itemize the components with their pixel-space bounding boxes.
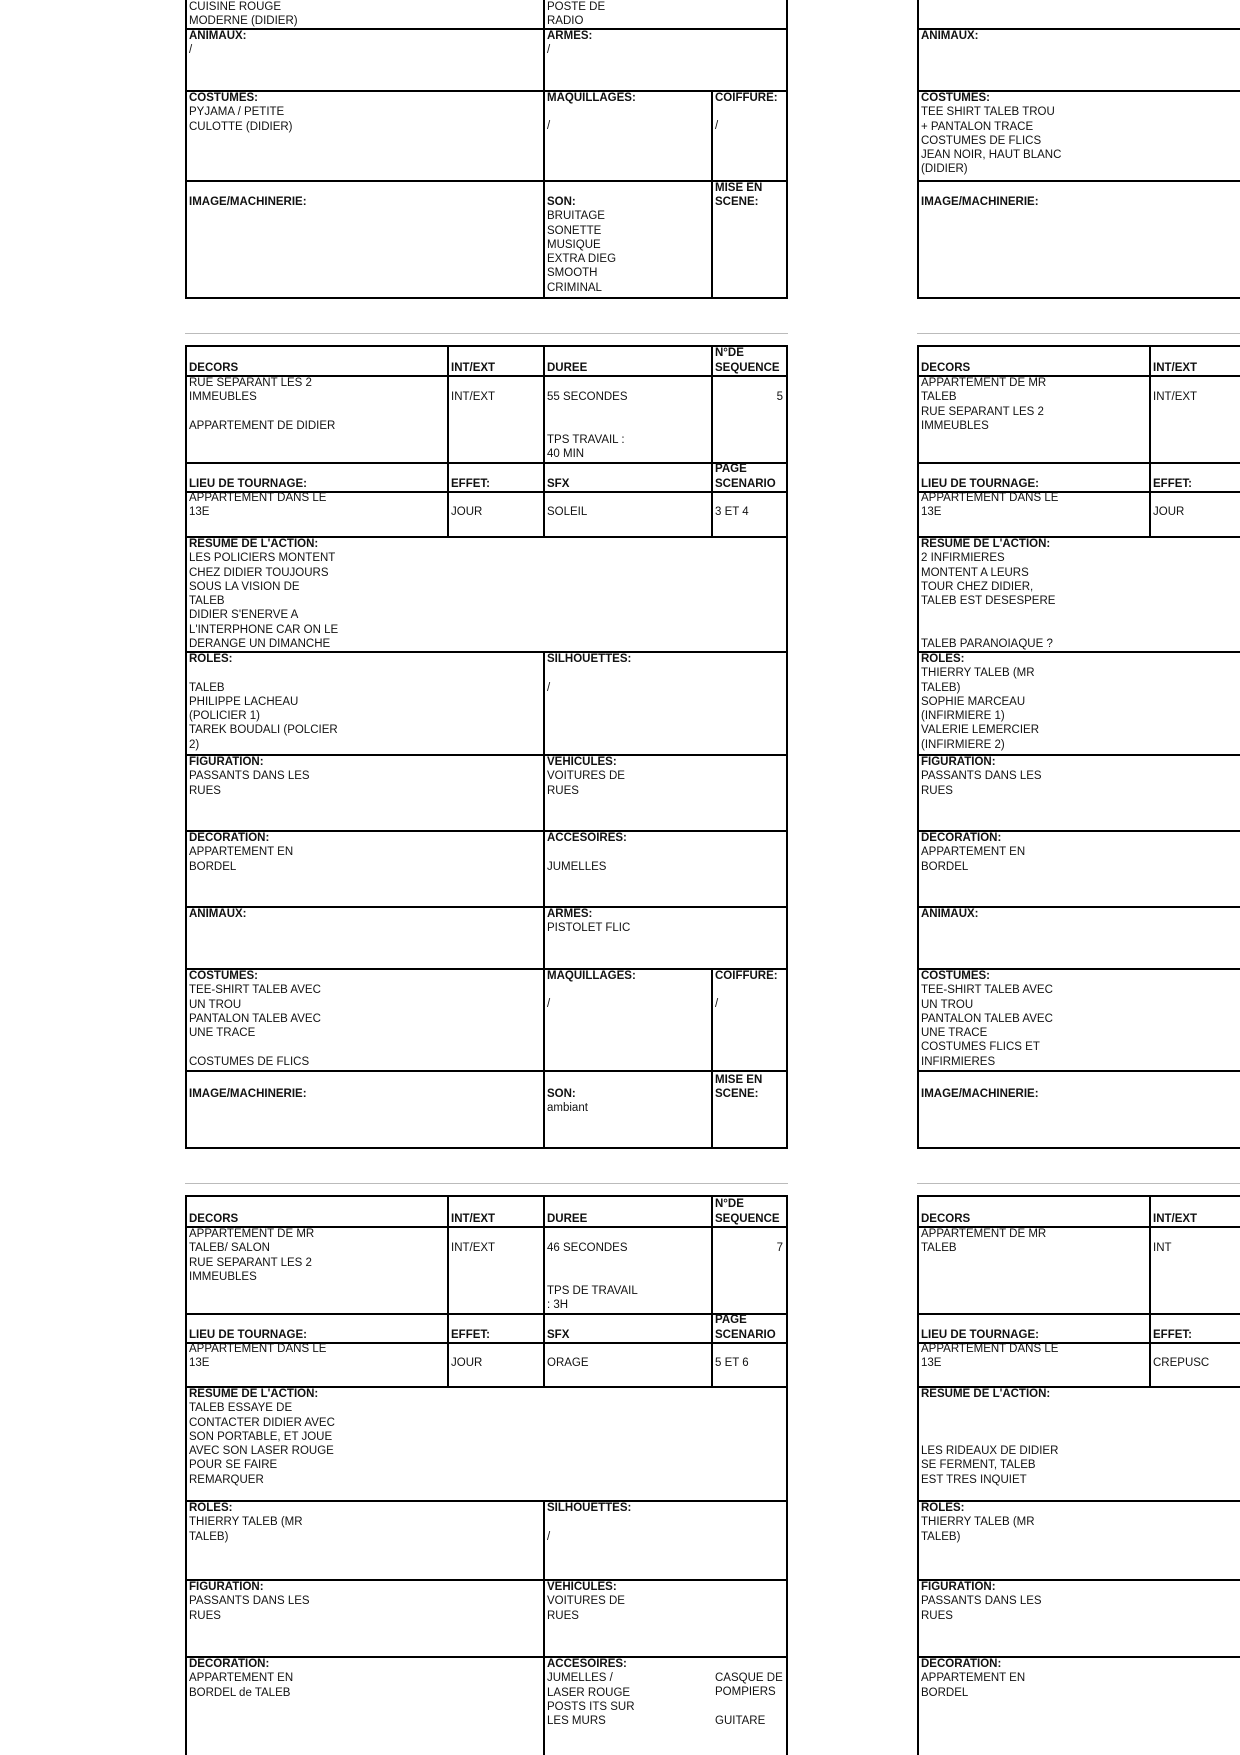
sequence-number-header: N°DE SEQUENCE bbox=[715, 1198, 780, 1225]
coiffure-value: / bbox=[715, 998, 719, 1011]
animaux-label: ANIMAUX: bbox=[189, 30, 247, 42]
image-machinerie-label: IMAGE/MACHINERIE: bbox=[921, 1088, 1039, 1100]
costumes-value: TEE-SHIRT TALEB AVEC UN TROU PANTALON TALEB AVEC UNE TRACE COSTUMES DE FLICS bbox=[189, 984, 321, 1068]
resume-action-value: LES RIDEAUX DE DIDIER SE FERMENT, TALEB EST TRES INQUIET bbox=[921, 1445, 1059, 1486]
animaux-cell bbox=[187, 907, 541, 968]
sfx-header: SFX bbox=[547, 477, 570, 490]
image-machinerie-label: IMAGE/MACHINERIE: bbox=[189, 1088, 307, 1100]
lieu-tournage-value: APPARTEMENT DANS LE 13E bbox=[189, 1343, 327, 1370]
duree-value: 55 SECONDES bbox=[547, 391, 628, 403]
decoration-value: APPARTEMENT EN BORDEL bbox=[921, 1672, 1026, 1699]
accessoires-cell bbox=[545, 1657, 710, 1755]
costumes-label: COSTUMES: bbox=[189, 92, 258, 104]
coiffure-label: COIFFURE: bbox=[715, 92, 778, 104]
accessoires-value: JUMELLES / LASER ROUGE POSTS ITS SUR LES MURS bbox=[547, 1672, 635, 1728]
decoration-value: APPARTEMENT EN BORDEL de TALEB bbox=[189, 1672, 294, 1699]
roles-cell bbox=[187, 652, 541, 754]
sequence-number-value: 7 bbox=[776, 1242, 783, 1254]
costumes-cell bbox=[187, 969, 541, 1070]
figuration-label: FIGURATION: bbox=[189, 756, 264, 768]
roles-cell bbox=[187, 1501, 541, 1579]
mise-en-scene-cell bbox=[713, 1073, 785, 1113]
decors-header: DECORS bbox=[921, 1212, 971, 1225]
lieu-tournage-value: APPARTEMENT DANS LE 13E bbox=[189, 492, 327, 519]
lieu-tournage-header: LIEU DE TOURNAGE: bbox=[189, 477, 307, 490]
costumes-value: PYJAMA / PETITE CULOTTE (DIDIER) bbox=[189, 106, 293, 133]
duree-header: DUREE bbox=[547, 1212, 588, 1225]
coiffure-label: COIFFURE: bbox=[715, 970, 778, 982]
effet-value: JOUR bbox=[1153, 506, 1185, 518]
accessoires-value: JUMELLES bbox=[547, 860, 607, 873]
int-ext-value: INT/EXT bbox=[451, 391, 496, 403]
armes-label: ARMES: bbox=[547, 908, 593, 920]
resume-action-cell bbox=[187, 537, 784, 651]
figuration-cell bbox=[919, 755, 1237, 830]
roles-value: THIERRY TALEB (MR TALEB) bbox=[921, 1516, 1035, 1543]
costumes-value: TEE SHIRT TALEB TROU + PANTALON TRACE COSTUMES DE FLICS JEAN NOIR, HAUT BLANC (DIDIER) bbox=[921, 106, 1062, 176]
silhouettes-cell bbox=[545, 1501, 785, 1579]
effet-header: EFFET: bbox=[1153, 1328, 1192, 1341]
son-cell bbox=[545, 1087, 710, 1147]
silhouettes-cell bbox=[545, 652, 785, 754]
resume-action-label: RESUME DE L'ACTION: bbox=[189, 1388, 319, 1400]
effet-header: EFFET: bbox=[451, 477, 490, 490]
resume-action-cell bbox=[919, 1387, 1237, 1500]
coiffure-cell bbox=[713, 91, 785, 179]
costumes-label: COSTUMES: bbox=[921, 970, 990, 982]
image-machinerie-cell bbox=[187, 1087, 541, 1147]
maquillages-cell bbox=[545, 969, 710, 1070]
silhouettes-label: SILHOUETTES: bbox=[547, 1502, 632, 1514]
accessoires-label: ACCESOIRES: bbox=[547, 832, 627, 844]
sequence-number-value: 5 bbox=[776, 391, 783, 403]
decors-header: DECORS bbox=[921, 361, 971, 374]
armes-label: ARMES: bbox=[547, 30, 593, 42]
effet-header: EFFET: bbox=[1153, 477, 1192, 490]
sfx-value: ORAGE bbox=[547, 1357, 589, 1369]
int-ext-header: INT/EXT bbox=[451, 1212, 496, 1225]
decors-value: APPARTEMENT DE MR TALEB bbox=[921, 1228, 1047, 1255]
int-ext-value: INT bbox=[1153, 1242, 1172, 1254]
vehicules-cell bbox=[545, 755, 785, 830]
decoration-value: APPARTEMENT EN BORDEL bbox=[189, 846, 294, 873]
decors-value: RUE SEPARANT LES 2 IMMEUBLES APPARTEMENT DE DIDIER bbox=[189, 377, 336, 432]
roles-value: THIERRY TALEB (MR TALEB) SOPHIE MARCEAU (INFIRMIERE 1) VALERIE LEMERCIER (INFIRMIERE 2) bbox=[921, 667, 1040, 751]
temps-travail-value: TPS DE TRAVAIL : 3H bbox=[547, 1285, 638, 1312]
resume-action-label: RESUME DE L'ACTION: bbox=[921, 538, 1051, 550]
duree-header: DUREE bbox=[547, 361, 588, 374]
decoration-cell bbox=[919, 831, 1237, 906]
decors-header: DECORS bbox=[189, 361, 239, 374]
son-value: BRUITAGE SONETTE MUSIQUE EXTRA DIEG SMOOTH CRIMINAL bbox=[547, 210, 617, 294]
image-machinerie-cell bbox=[187, 195, 541, 295]
son-cell bbox=[545, 195, 710, 297]
costumes-cell bbox=[919, 91, 1219, 179]
lieu-tournage-header: LIEU DE TOURNAGE: bbox=[189, 1328, 307, 1341]
decoration-label: DECORATION: bbox=[189, 832, 270, 844]
decoration-label: DECORATION: bbox=[189, 1658, 270, 1670]
sequence-number-header: N°DE SEQUENCE bbox=[715, 347, 780, 374]
roles-label: ROLES: bbox=[189, 1502, 233, 1514]
coiffure-cell bbox=[713, 969, 785, 1070]
armes-cell bbox=[545, 29, 785, 89]
silhouettes-value: / bbox=[547, 1530, 551, 1543]
son-value: ambiant bbox=[547, 1102, 588, 1115]
lieu-tournage-header: LIEU DE TOURNAGE: bbox=[921, 1328, 1039, 1341]
maquillages-value: / bbox=[547, 120, 551, 133]
decors-header: DECORS bbox=[189, 1212, 239, 1225]
animaux-cell bbox=[919, 29, 1219, 89]
figuration-value: PASSANTS DANS LES RUES bbox=[921, 1595, 1042, 1622]
resume-action-cell bbox=[187, 1387, 784, 1500]
animaux-label: ANIMAUX: bbox=[921, 30, 979, 42]
animaux-label: ANIMAUX: bbox=[921, 908, 979, 920]
int-ext-value: INT/EXT bbox=[451, 1242, 496, 1254]
image-machinerie-cell bbox=[919, 1087, 1237, 1147]
coiffure-value: / bbox=[715, 120, 719, 133]
mise-en-scene-label: MISE EN SCENE: bbox=[715, 182, 763, 209]
image-machinerie-label: IMAGE/MACHINERIE: bbox=[921, 196, 1039, 208]
vehicules-label: VEHICULES: bbox=[547, 1581, 617, 1593]
roles-label: ROLES: bbox=[921, 653, 965, 665]
figuration-cell bbox=[187, 755, 541, 830]
costumes-cell bbox=[919, 969, 1237, 1070]
decoration-cell bbox=[187, 831, 541, 906]
resume-action-label: RESUME DE L'ACTION: bbox=[921, 1388, 1051, 1400]
mise-en-scene-label: MISE EN SCENE: bbox=[715, 1074, 763, 1101]
animaux-cell bbox=[187, 29, 541, 89]
vehicules-cell bbox=[545, 1580, 785, 1656]
armes-cell bbox=[545, 907, 785, 968]
armes-value: / bbox=[547, 44, 551, 57]
int-ext-value: INT/EXT bbox=[1153, 391, 1198, 403]
temps-travail-value: TPS TRAVAIL : 40 MIN bbox=[547, 434, 625, 461]
accessoires-label: ACCESOIRES: bbox=[547, 1658, 627, 1670]
roles-label: ROLES: bbox=[189, 653, 233, 665]
son-label: SON: bbox=[547, 1088, 576, 1100]
roles-value: THIERRY TALEB (MR TALEB) bbox=[189, 1516, 303, 1543]
son-label: SON: bbox=[547, 196, 576, 208]
costumes-label: COSTUMES: bbox=[921, 92, 990, 104]
vehicules-value: VOITURES DE RUES bbox=[547, 770, 625, 797]
roles-cell bbox=[919, 1501, 1237, 1579]
maquillages-label: MAQUILLAGES: bbox=[547, 970, 636, 982]
sfx-value: SOLEIL bbox=[547, 506, 588, 518]
page-scenario-header: PAGE SCENARIO bbox=[715, 463, 776, 490]
silhouettes-label: SILHOUETTES: bbox=[547, 653, 632, 665]
roles-value: TALEB PHILIPPE LACHEAU (POLICIER 1) TAREK BOUDALI (POLCIER 2) bbox=[189, 681, 338, 751]
costumes-cell bbox=[187, 91, 541, 179]
lieu-tournage-header: LIEU DE TOURNAGE: bbox=[921, 477, 1039, 490]
page-scenario-value: 3 ET 4 bbox=[715, 506, 749, 518]
costumes-label: COSTUMES: bbox=[189, 970, 258, 982]
accessoires-extra-value: CASQUE DE POMPIERS GUITARE bbox=[715, 1672, 783, 1727]
lieu-tournage-value: APPARTEMENT DANS LE 13E bbox=[921, 1343, 1059, 1370]
resume-action-value: TALEB ESSAYE DE CONTACTER DIDIER AVEC SON PORTABLE, ET JOUE AVEC SON LASER ROUGE POUR SE FAIRE REMARQUER bbox=[189, 1402, 335, 1486]
decoration-value: APPARTEMENT EN BORDEL bbox=[921, 846, 1026, 873]
resume-action-label: RESUME DE L'ACTION: bbox=[189, 538, 319, 550]
page-scenario-header: PAGE SCENARIO bbox=[715, 1314, 776, 1341]
figuration-cell bbox=[187, 1580, 541, 1656]
figuration-cell bbox=[919, 1580, 1237, 1656]
roles-cell bbox=[919, 652, 1237, 754]
lieu-tournage-value: APPARTEMENT DANS LE 13E bbox=[921, 492, 1059, 519]
decors-value: APPARTEMENT DE MR TALEB/ SALON RUE SEPARANT LES 2 IMMEUBLES bbox=[189, 1228, 315, 1283]
maquillages-label: MAQUILLAGES: bbox=[547, 92, 636, 104]
decors-value: APPARTEMENT DE MR TALEB RUE SEPARANT LES 2 IMMEUBLES bbox=[921, 377, 1047, 432]
animaux-value: / bbox=[189, 44, 193, 57]
figuration-value: PASSANTS DANS LES RUES bbox=[189, 1595, 310, 1622]
roles-label: ROLES: bbox=[921, 1502, 965, 1514]
int-ext-header: INT/EXT bbox=[1153, 1212, 1198, 1225]
figuration-label: FIGURATION: bbox=[921, 1581, 996, 1593]
decoration-cell bbox=[919, 1657, 1237, 1755]
vehicules-label: VEHICULES: bbox=[547, 756, 617, 768]
mise-en-scene-cell bbox=[713, 181, 785, 221]
effet-value: JOUR bbox=[451, 1357, 483, 1369]
page-scenario-value: 5 ET 6 bbox=[715, 1357, 749, 1369]
int-ext-header: INT/EXT bbox=[451, 361, 496, 374]
figuration-value: PASSANTS DANS LES RUES bbox=[921, 770, 1042, 797]
effet-header: EFFET: bbox=[451, 1328, 490, 1341]
image-machinerie-cell bbox=[919, 195, 1219, 295]
accessoires-cell bbox=[545, 831, 785, 906]
effet-value: JOUR bbox=[451, 506, 483, 518]
image-machinerie-label: IMAGE/MACHINERIE: bbox=[189, 196, 307, 208]
duree-value: 46 SECONDES bbox=[547, 1242, 628, 1254]
effet-value: CREPUSC bbox=[1153, 1357, 1210, 1369]
resume-action-value: LES POLICIERS MONTENT CHEZ DIDIER TOUJOURS SOUS LA VISION DE TALEB DIDIER S'ENERVE A L'INTERPHONE CAR ON LE DERANGE UN DIMANCHE bbox=[189, 552, 339, 651]
accessoires-value: POSTE DE RADIO bbox=[547, 1, 606, 28]
sfx-header: SFX bbox=[547, 1328, 570, 1341]
figuration-value: PASSANTS DANS LES RUES bbox=[189, 770, 310, 797]
resume-action-value: 2 INFIRMIERES MONTENT A LEURS TOUR CHEZ DIDIER, TALEB EST DESESPERE TALEB PARANOIAQUE ? bbox=[921, 552, 1056, 651]
maquillages-cell bbox=[545, 91, 710, 179]
figuration-label: FIGURATION: bbox=[189, 1581, 264, 1593]
costumes-value: TEE-SHIRT TALEB AVEC UN TROU PANTALON TALEB AVEC UNE TRACE COSTUMES FLICS ET INFIRMIERES bbox=[921, 984, 1053, 1068]
decoration-label: DECORATION: bbox=[921, 832, 1002, 844]
decoration-value: CUISINE ROUGE MODERNE (DIDIER) bbox=[189, 1, 298, 28]
animaux-label: ANIMAUX: bbox=[189, 908, 247, 920]
maquillages-value: / bbox=[547, 998, 551, 1011]
vehicules-value: VOITURES DE RUES bbox=[547, 1595, 625, 1622]
figuration-label: FIGURATION: bbox=[921, 756, 996, 768]
armes-value: PISTOLET FLIC bbox=[547, 922, 631, 935]
decoration-cell bbox=[187, 1657, 541, 1755]
resume-action-cell bbox=[919, 537, 1237, 651]
int-ext-header: INT/EXT bbox=[1153, 361, 1198, 374]
animaux-cell bbox=[919, 907, 1237, 968]
silhouettes-value: / bbox=[547, 681, 551, 694]
decoration-label: DECORATION: bbox=[921, 1658, 1002, 1670]
